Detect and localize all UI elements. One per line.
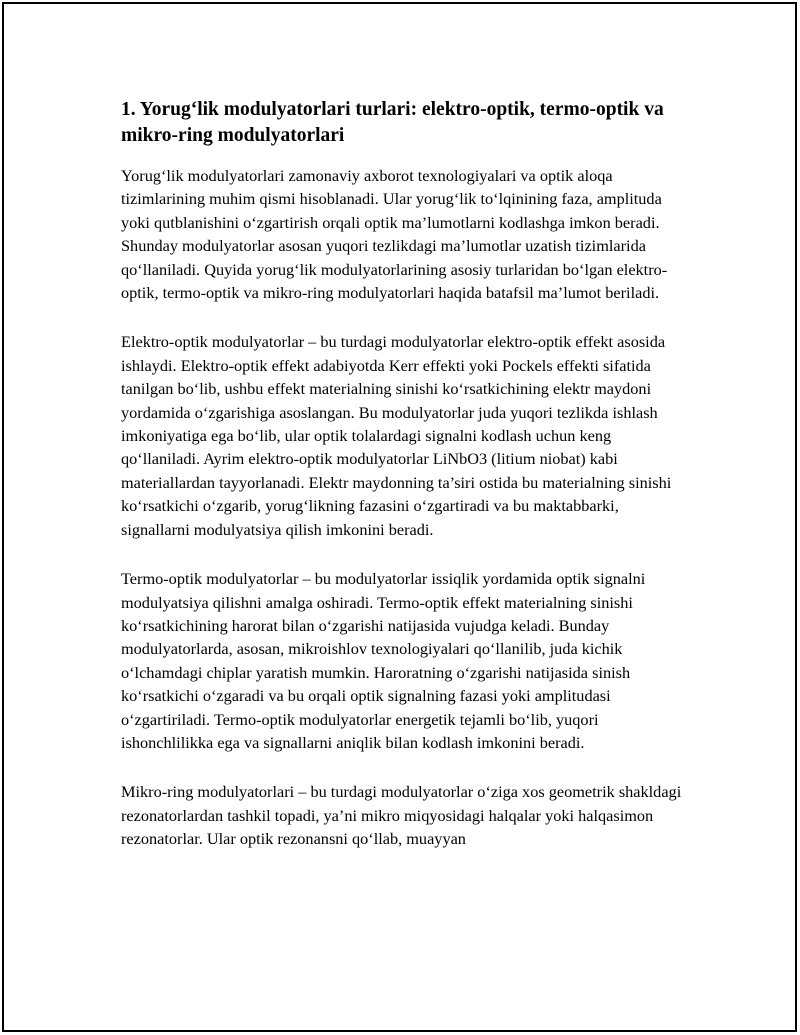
paragraph-intro: Yorug‘lik modulyatorlari zamonaviy axborot texnologiyalari va optik aloqa tizimlarining muhim qismi hisoblanadi. Ular yorug‘lik to‘lqinining faza, amplituda yoki qutblanishini o‘zgartirish orqali optik ma’lumotlarni kodlashga imkon beradi. Shunday modulyatorlar asosan yuqori tezlikdagi ma’lumotlar uzatish tizimlarida qo‘llaniladi. Quyida yorug‘lik modulyatorlarining asosiy turlaridan bo‘lgan elektro-optik, termo-optik va mikro-ring modulyatorlari haqida batafsil ma’lumot beriladi. <box>121 166 668 303</box>
document-body <box>121 97 691 851</box>
paragraph-micro-ring: Mikro-ring modulyatorlari – bu turdagi modulyatorlar o‘ziga xos geometrik shakldagi rezonatorlardan tashkil topadi, ya’ni mikro miqyosidagi halqalar yoki halqasimon rezonatorlar. Ular optik rezonansni qo‘llab, muayyan <box>121 782 682 849</box>
paragraph-thermo-optic: Termo-optik modulyatorlar – bu modulyatorlar issiqlik yordamida optik signalni modulyatsiya qilishni amalga oshiradi. Termo-optik effekt materialning sinishi ko‘rsatkichining harorat bilan o‘zgarishi natijasida vujudga keladi. Bunday modulyatorlarda, asosan, mikroishlov texnologiyalari qo‘llanilib, juda kichik o‘lchamdagi chiplar yaratish mumkin. Haroratning o‘zgarishi natijasida sinish ko‘rsatkichi o‘zgaradi va bu orqali optik signalning fazasi yoki amplitudasi o‘zgartiriladi. Termo-optik modulyatorlar energetik tejamli bo‘lib, yuqori ishonchlilikka ega va signallarni aniqlik bilan kodlash imkonini beradi. <box>121 569 646 752</box>
section-heading: 1. Yorug‘lik modulyatorlari turlari: elektro-optik, termo-optik va mikro-ring modulyatorlari <box>121 99 664 146</box>
paragraph-electro-optic: Elektro-optik modulyatorlar – bu turdagi modulyatorlar elektro-optik effekt asosida ishlaydi. Elektro-optik effekt adabiyotda Kerr effekti yoki Pockels effekti sifatida tanilgan bo‘lib, ushbu effekt materialning sinishi ko‘rsatkichining elektr maydoni yordamida o‘zgarishiga asoslangan. Bu modulyatorlar juda yuqori tezlikda ishlash imkoniyatiga ega bo‘lib, ular optik tolalardagi signalni kodlash uchun keng qo‘llaniladi. Ayrim elektro-optik modulyatorlar LiNbO3 (litium niobat) kabi materiallardan tayyorlanadi. Elektr maydonning ta’siri ostida bu materialning sinishi ko‘rsatkichi o‘zgarib, yorug‘likning fazasini o‘zgartiradi va bu maktabbarki, signallarni modulyatsiya qilish imkonini beradi. <box>121 332 672 539</box>
page-frame <box>2 2 797 1032</box>
